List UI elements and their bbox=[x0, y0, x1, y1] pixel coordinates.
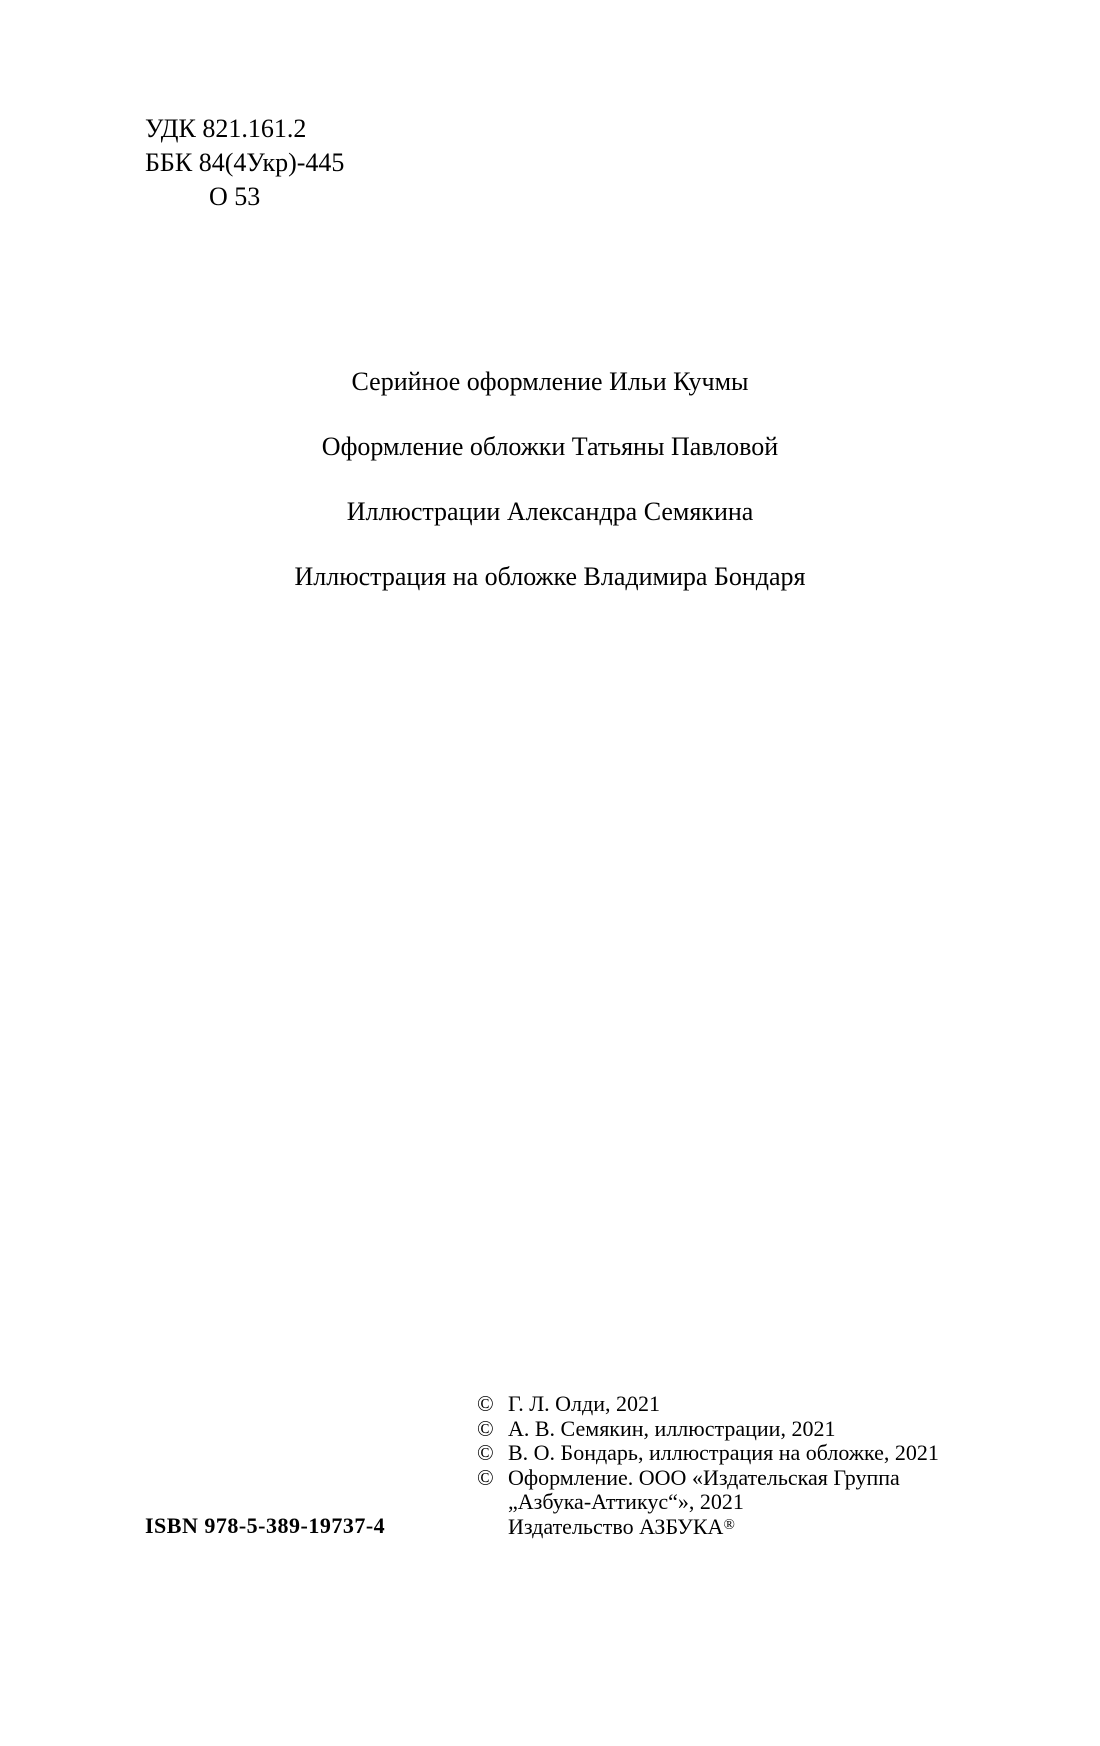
copyright-line bbox=[477, 1392, 939, 1417]
copyright-text: Оформление. ООО «Издательская Группа bbox=[508, 1464, 900, 1490]
copyright-continuation: „Азбука-Аттикус“», 2021 bbox=[508, 1489, 744, 1514]
copyright-line bbox=[477, 1466, 939, 1491]
copyright-text: Г. Л. Олди, 2021 bbox=[508, 1391, 660, 1416]
credit-cover-design: Оформление обложки Татьяны Павловой bbox=[321, 432, 779, 461]
udk-code: УДК 821.161.2 bbox=[145, 114, 307, 143]
publisher-line bbox=[477, 1515, 939, 1540]
credit-cover-illustration: Иллюстрация на обложке Владимира Бондаря bbox=[294, 562, 806, 591]
isbn: ISBN 978-5-389-19737-4 bbox=[145, 1513, 386, 1538]
copyright-block bbox=[477, 1392, 939, 1539]
copyright-text: А. В. Семякин, иллюстрации, 2021 bbox=[508, 1415, 836, 1441]
credit-illustrations: Иллюстрации Александра Семякина bbox=[346, 497, 754, 526]
copyright-icon: © bbox=[477, 1391, 494, 1416]
author-sign: О 53 bbox=[209, 182, 261, 211]
registered-trademark-icon: ® bbox=[723, 1516, 735, 1533]
copyright-icon: © bbox=[477, 1440, 494, 1465]
copyright-line bbox=[477, 1417, 939, 1442]
copyright-icon: © bbox=[477, 1464, 494, 1490]
design-credits bbox=[0, 366, 1100, 626]
bbk-code: ББК 84(4Укр)-445 bbox=[145, 148, 345, 177]
publisher-name: Издательство АЗБУКА bbox=[508, 1513, 724, 1539]
copyright-line bbox=[477, 1441, 939, 1466]
copyright-icon: © bbox=[477, 1415, 494, 1441]
copyright-text: В. О. Бондарь, иллюстрация на обложке, 2021 bbox=[508, 1440, 939, 1465]
credit-series-design: Серийное оформление Ильи Кучмы bbox=[351, 367, 749, 396]
classification-block bbox=[145, 112, 344, 214]
